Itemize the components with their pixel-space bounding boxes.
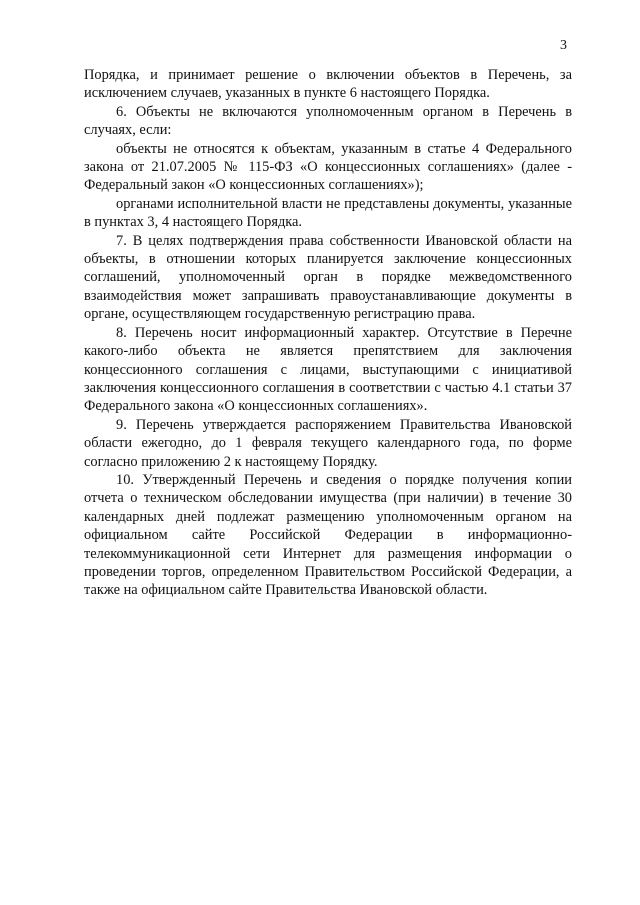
paragraph-item-6-case-2: органами исполнительной власти не представлены документы, указанные в пунктах 3, 4 настоящего Порядка. (84, 195, 572, 231)
paragraph-item-7: 7. В целях подтверждения права собственности Ивановской области на объекты, в отношении которых планируется заключение концессионных соглашений, уполномоченный орган в порядке межведомственного взаимодействия может запрашивать правоустанавливающие документы в органе, осуществляющем государственную регистрацию права. (84, 232, 572, 323)
document-body (84, 66, 572, 600)
paragraph-continuation: Порядка, и принимает решение о включении объектов в Перечень, за исключением случаев, указанных в пункте 6 настоящего Порядка. (84, 67, 572, 102)
paragraph-item-6: 6. Объекты не включаются уполномоченным органом в Перечень в случаях, если: (84, 103, 572, 139)
page-number: 3 (560, 38, 567, 53)
paragraph-item-6-case-1: объекты не относятся к объектам, указанным в статье 4 Федерального закона от 21.07.2005 № 115-ФЗ «О концессионных соглашениях» (далее - Федеральный закон «О концессионных соглашениях»); (84, 140, 572, 194)
paragraph-item-10: 10. Утвержденный Перечень и сведения о порядке получения копии отчета о техническом обследовании имущества (при наличии) в течение 30 календарных дней подлежат размещению уполномоченным органом на официальном сайте Российской Федерации в информационно-телекоммуникационной сети Интернет для размещения информации о проведении торгов, определенном Правительством Российской Федерации, а также на официальном сайте Правительства Ивановской области. (84, 471, 572, 599)
paragraph-item-8: 8. Перечень носит информационный характер. Отсутствие в Перечне какого-либо объекта не является препятствием для заключения концессионного соглашения с лицами, выступающими с инициативой заключения концессионного соглашения в соответствии с частью 4.1 статьи 37 Федерального закона «О концессионных соглашениях». (84, 324, 572, 415)
paragraph-item-9: 9. Перечень утверждается распоряжением Правительства Ивановской области ежегодно, до 1 февраля текущего календарного года, по форме согласно приложению 2 к настоящему Порядку. (84, 416, 572, 470)
